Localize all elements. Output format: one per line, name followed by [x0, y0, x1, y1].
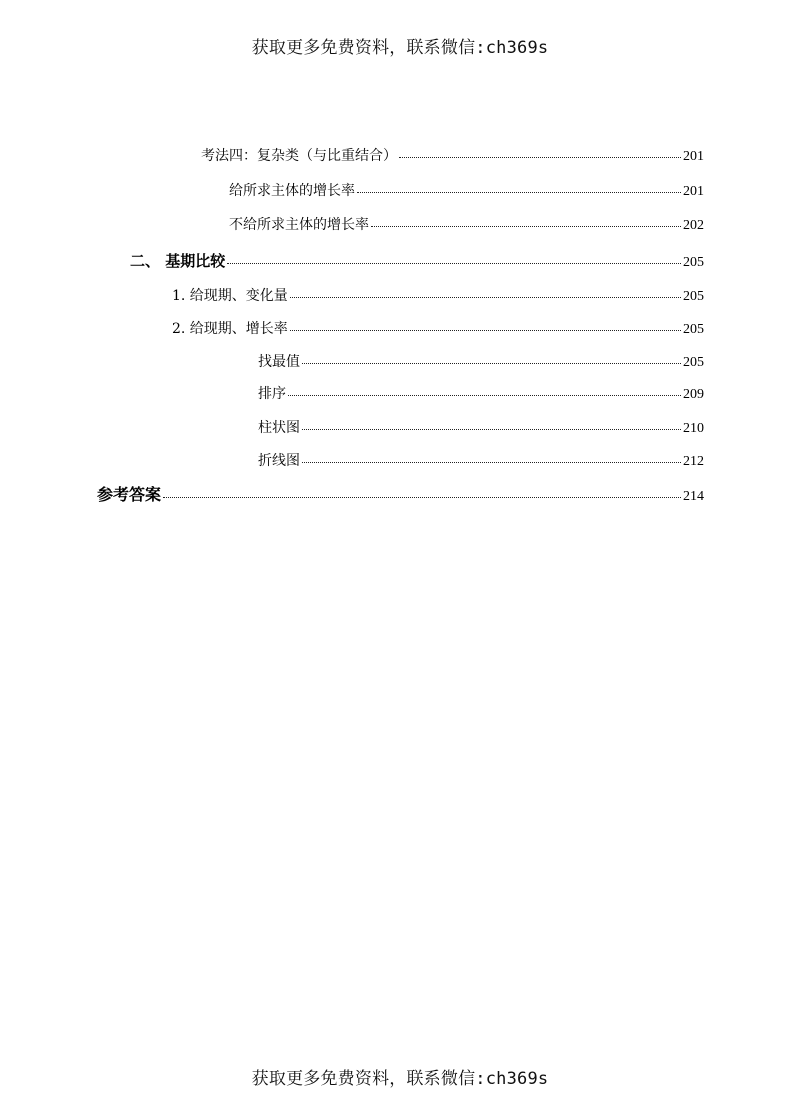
toc-entry-label: 参考答案 [97, 485, 162, 504]
toc-entry-page: 212 [683, 454, 704, 469]
toc-leader-dots [302, 362, 681, 364]
toc-leader-dots [288, 394, 681, 396]
toc-leader-dots [163, 496, 681, 498]
toc-leader-dots [227, 262, 681, 264]
toc-entry-page: 201 [683, 149, 704, 164]
toc-leader-dots [290, 329, 681, 331]
toc-entry[interactable] [258, 352, 704, 373]
toc-leader-dots [371, 225, 681, 227]
toc-entry-page: 209 [683, 387, 704, 402]
toc-entry-page: 205 [683, 355, 704, 370]
toc-entry-chapter[interactable] [97, 485, 704, 507]
toc-entry-label: 排序 [258, 386, 286, 402]
toc-entry-page: 205 [683, 255, 704, 270]
toc-entry-page: 210 [683, 421, 704, 436]
toc-entry[interactable] [201, 146, 704, 167]
toc-entry-label: 1. 给现期、变化量 [172, 288, 288, 304]
footer-contact-banner: 获取更多免费资料，联系微信:ch369s [251, 1069, 549, 1089]
toc-entry-label: 折线图 [258, 453, 300, 469]
toc-leader-dots [357, 191, 681, 193]
toc-entry-label: 给所求主体的增长率 [229, 183, 355, 199]
toc-entry[interactable] [258, 418, 704, 439]
toc-entry-label: 柱状图 [258, 420, 300, 436]
toc-entry[interactable] [229, 215, 704, 236]
toc-entry-label: 不给所求主体的增长率 [229, 217, 369, 233]
toc-entry-label: 考法四：复杂类（与比重结合） [201, 148, 397, 164]
toc-entry[interactable] [229, 181, 704, 202]
toc-entry[interactable] [258, 384, 704, 405]
toc-leader-dots [290, 296, 681, 298]
toc-entry-page: 201 [683, 184, 704, 199]
toc-entry-page: 202 [683, 218, 704, 233]
header-contact-banner: 获取更多免费资料，联系微信:ch369s [251, 38, 549, 58]
toc-entry[interactable] [172, 319, 704, 340]
toc-entry[interactable] [258, 451, 704, 472]
toc-leader-dots [302, 428, 681, 430]
toc-entry-label: 找最值 [258, 354, 300, 370]
toc-entry[interactable] [172, 286, 704, 307]
toc-entry-page: 205 [683, 322, 704, 337]
toc-leader-dots [399, 156, 681, 158]
toc-entry-section[interactable] [130, 251, 704, 273]
toc-entry-page: 205 [683, 289, 704, 304]
toc-entry-page: 214 [683, 489, 704, 504]
toc-leader-dots [302, 461, 681, 463]
toc-entry-label: 2. 给现期、增长率 [172, 321, 288, 337]
toc-entry-label: 二、 基期比较 [130, 252, 226, 270]
